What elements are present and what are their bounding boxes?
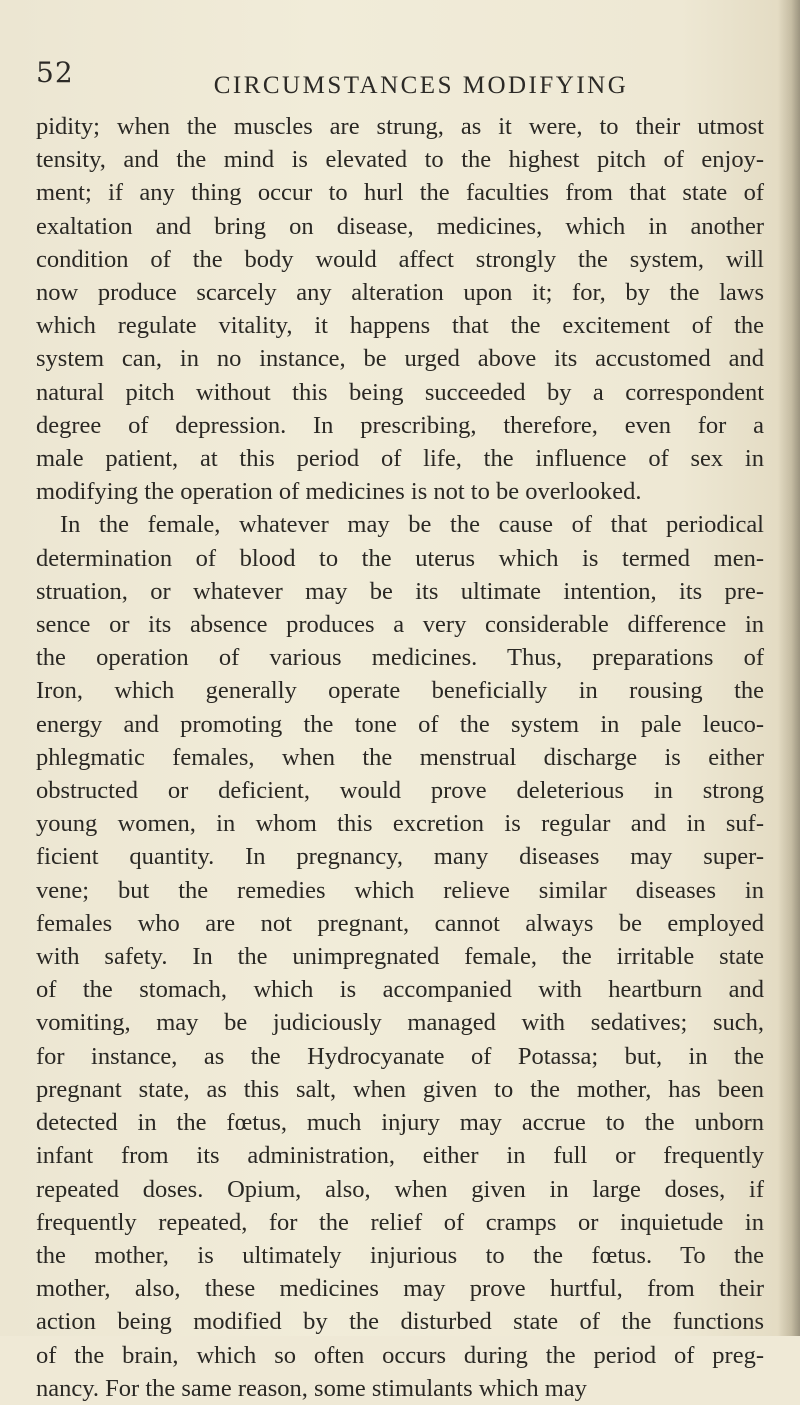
text-line: for instance, as the Hydrocyanate of Potassa; but, in the (36, 1042, 764, 1070)
text-line: tensity, and the mind is elevated to the highest pitch of enjoy- (36, 146, 764, 174)
paragraph-2 (36, 508, 764, 1404)
text-line: exaltation and bring on disease, medicines, which in another (36, 212, 764, 240)
text-line: now produce scarcely any alteration upon it; for, by the laws (36, 279, 764, 307)
page-number: 52 (36, 56, 74, 89)
text-line: ment; if any thing occur to hurl the faculties from that state of (36, 179, 764, 207)
body-text (36, 110, 764, 1405)
text-line: nancy. For the same reason, some stimulants which may (36, 1374, 587, 1402)
text-line: young women, in whom this excretion is regular and in suf- (36, 810, 764, 838)
paragraph-1 (36, 110, 764, 508)
text-line: repeated doses. Opium, also, when given in large doses, if (36, 1175, 764, 1203)
text-line: with safety. In the unimpregnated female, the irritable state (36, 943, 764, 971)
binding-shadow (778, 0, 800, 1336)
text-line: vomiting, may be judiciously managed with sedatives; such, (36, 1009, 764, 1037)
text-line: mother, also, these medicines may prove hurtful, from their (36, 1275, 764, 1303)
text-line: male patient, at this period of life, the influence of sex in (36, 445, 764, 473)
text-line: energy and promoting the tone of the system in pale leuco- (36, 710, 764, 738)
text-line: degree of depression. In prescribing, therefore, even for a (36, 411, 764, 439)
text-line: natural pitch without this being succeeded by a correspondent (36, 378, 764, 406)
running-head: CIRCUMSTANCES MODIFYING (213, 72, 629, 99)
text-line: pidity; when the muscles are strung, as it were, to their utmost (36, 113, 764, 140)
text-line: frequently repeated, for the relief of cramps or inquietude in (36, 1208, 764, 1236)
text-line: condition of the body would affect strongly the system, will (36, 245, 764, 273)
text-line: infant from its administration, either in full or frequently (36, 1142, 764, 1170)
text-line: the operation of various medicines. Thus, preparations of (36, 644, 764, 672)
text-line: ficient quantity. In pregnancy, many diseases may super- (36, 843, 764, 871)
text-line: phlegmatic females, when the menstrual discharge is either (36, 743, 764, 771)
text-line: of the brain, which so often occurs during the period of preg- (36, 1341, 764, 1369)
text-line: action being modified by the disturbed state of the functions (36, 1308, 764, 1336)
text-line: In the female, whatever may be the cause of that periodical (60, 511, 764, 539)
text-line: the mother, is ultimately injurious to the fœtus. To the (36, 1241, 764, 1269)
text-line: which regulate vitality, it happens that the excitement of the (36, 312, 764, 340)
text-line: of the stomach, which is accompanied with heartburn and (36, 976, 764, 1004)
text-line: sence or its absence produces a very considerable difference in (36, 611, 764, 639)
text-line: struation, or whatever may be its ultimate intention, its pre- (36, 577, 764, 605)
text-line: determination of blood to the uterus which is termed men- (36, 544, 764, 572)
text-line: vene; but the remedies which relieve similar diseases in (36, 876, 764, 904)
text-line: females who are not pregnant, cannot always be employed (36, 909, 764, 937)
text-line: Iron, which generally operate beneficially in rousing the (36, 677, 764, 705)
text-line: detected in the fœtus, much injury may accrue to the unborn (36, 1109, 764, 1137)
text-line: pregnant state, as this salt, when given to the mother, has been (36, 1075, 764, 1103)
text-line: modifying the operation of medicines is not to be overlooked. (36, 478, 642, 506)
text-line: obstructed or deficient, would prove deleterious in strong (36, 777, 764, 805)
text-line: system can, in no instance, be urged above its accustomed and (36, 345, 764, 373)
